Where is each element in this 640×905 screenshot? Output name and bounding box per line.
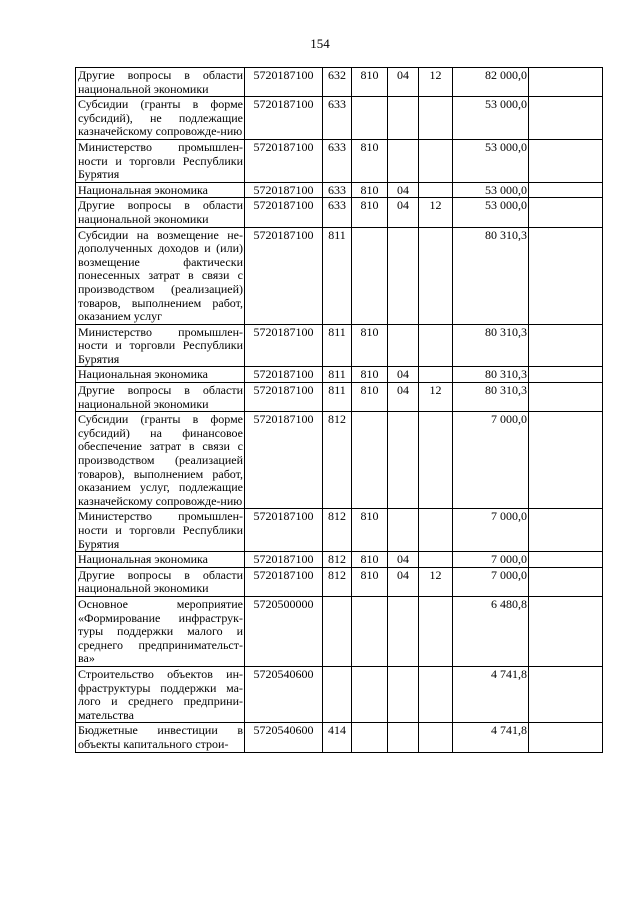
- row-target-article: 5720187100: [245, 412, 323, 509]
- row-ministry-code: [352, 666, 388, 722]
- row-target-article: 5720187100: [245, 68, 323, 97]
- table-row: [76, 68, 603, 97]
- row-extra: [529, 68, 603, 97]
- row-extra: [529, 596, 603, 666]
- row-name: Бюджетные инвестиции в объекты капитального строи-: [76, 723, 245, 752]
- row-ministry-code: 810: [352, 139, 388, 182]
- row-amount: 53 000,0: [453, 139, 529, 182]
- page-number: 154: [310, 36, 330, 51]
- table-row: [76, 139, 603, 182]
- row-expense-type: 812: [323, 412, 352, 509]
- row-amount: 53 000,0: [453, 97, 529, 140]
- row-section: 04: [388, 552, 419, 568]
- row-subsection: [419, 723, 453, 752]
- row-ministry-code: 810: [352, 509, 388, 552]
- row-ministry-code: 810: [352, 367, 388, 383]
- row-name: Национальная экономика: [76, 182, 245, 198]
- row-target-article: 5720500000: [245, 596, 323, 666]
- row-ministry-code: 810: [352, 383, 388, 412]
- row-ministry-code: 810: [352, 182, 388, 198]
- row-ministry-code: [352, 723, 388, 752]
- row-section: [388, 596, 419, 666]
- row-subsection: 12: [419, 383, 453, 412]
- row-expense-type: 633: [323, 182, 352, 198]
- row-extra: [529, 666, 603, 722]
- table-row: [76, 198, 603, 227]
- row-section: [388, 666, 419, 722]
- row-section: 04: [388, 367, 419, 383]
- row-amount: 82 000,0: [453, 68, 529, 97]
- row-ministry-code: [352, 596, 388, 666]
- table-row: [76, 509, 603, 552]
- row-section: [388, 227, 419, 324]
- row-amount: 7 000,0: [453, 412, 529, 509]
- row-subsection: [419, 182, 453, 198]
- row-section: 04: [388, 68, 419, 97]
- row-target-article: 5720187100: [245, 509, 323, 552]
- row-name: Другие вопросы в области национальной экономики: [76, 68, 245, 97]
- row-ministry-code: 810: [352, 324, 388, 367]
- row-expense-type: 812: [323, 567, 352, 596]
- row-expense-type: 811: [323, 227, 352, 324]
- row-amount: 4 741,8: [453, 666, 529, 722]
- table-row: [76, 227, 603, 324]
- row-name: Субсидии (гранты в форме субсидий), не подлежащие казначейскому сопровожде-нию: [76, 97, 245, 140]
- table-row: [76, 367, 603, 383]
- row-amount: 53 000,0: [453, 198, 529, 227]
- row-ministry-code: [352, 412, 388, 509]
- row-subsection: 12: [419, 198, 453, 227]
- row-target-article: 5720187100: [245, 97, 323, 140]
- row-extra: [529, 324, 603, 367]
- table-row: [76, 383, 603, 412]
- row-expense-type: 811: [323, 383, 352, 412]
- row-subsection: [419, 324, 453, 367]
- row-extra: [529, 552, 603, 568]
- row-amount: 7 000,0: [453, 552, 529, 568]
- row-name: Субсидии (гранты в форме субсидий) на финансовое обеспечение затрат в связи с производством (реализацией товаров), выполнением работ, оказанием услуг, подлежащие казначейскому сопровожде-нию: [76, 412, 245, 509]
- row-subsection: [419, 509, 453, 552]
- row-subsection: [419, 97, 453, 140]
- row-subsection: [419, 139, 453, 182]
- row-subsection: 12: [419, 68, 453, 97]
- row-amount: 4 741,8: [453, 723, 529, 752]
- row-extra: [529, 509, 603, 552]
- row-name: Субсидии на возмещение не-дополученных доходов и (или) возмещение фактически понесенных затрат в связи с производством (реализацией) товаров, выполнением работ, оказанием услуг: [76, 227, 245, 324]
- row-subsection: [419, 666, 453, 722]
- row-ministry-code: 810: [352, 567, 388, 596]
- table-row: [76, 552, 603, 568]
- table-row: [76, 567, 603, 596]
- row-section: [388, 139, 419, 182]
- table-row: [76, 412, 603, 509]
- row-target-article: 5720187100: [245, 227, 323, 324]
- row-name: Министерство промышлен-ности и торговли Республики Бурятия: [76, 324, 245, 367]
- row-amount: 80 310,3: [453, 324, 529, 367]
- row-name: Министерство промышлен-ности и торговли Республики Бурятия: [76, 509, 245, 552]
- row-ministry-code: [352, 227, 388, 324]
- table-row: [76, 723, 603, 752]
- row-section: 04: [388, 383, 419, 412]
- row-extra: [529, 227, 603, 324]
- table-row: [76, 324, 603, 367]
- row-subsection: [419, 367, 453, 383]
- row-extra: [529, 198, 603, 227]
- row-target-article: 5720540600: [245, 666, 323, 722]
- row-subsection: [419, 227, 453, 324]
- row-target-article: 5720187100: [245, 383, 323, 412]
- row-expense-type: 633: [323, 97, 352, 140]
- row-target-article: 5720187100: [245, 182, 323, 198]
- row-section: [388, 324, 419, 367]
- row-expense-type: [323, 596, 352, 666]
- row-extra: [529, 367, 603, 383]
- row-target-article: 5720187100: [245, 367, 323, 383]
- row-expense-type: 632: [323, 68, 352, 97]
- row-name: Другие вопросы в области национальной экономики: [76, 198, 245, 227]
- row-target-article: 5720540600: [245, 723, 323, 752]
- row-expense-type: 633: [323, 139, 352, 182]
- row-expense-type: 811: [323, 324, 352, 367]
- row-expense-type: [323, 666, 352, 722]
- row-target-article: 5720187100: [245, 567, 323, 596]
- row-expense-type: 812: [323, 509, 352, 552]
- row-expense-type: 811: [323, 367, 352, 383]
- row-section: [388, 97, 419, 140]
- row-section: 04: [388, 567, 419, 596]
- row-amount: 53 000,0: [453, 182, 529, 198]
- row-ministry-code: 810: [352, 198, 388, 227]
- row-extra: [529, 412, 603, 509]
- row-name: Основное мероприятие «Формирование инфраструк-туры поддержки малого и среднего предпринимательст-ва»: [76, 596, 245, 666]
- budget-table: [75, 67, 603, 753]
- row-name: Другие вопросы в области национальной экономики: [76, 383, 245, 412]
- row-ministry-code: 810: [352, 68, 388, 97]
- table-row: [76, 182, 603, 198]
- row-section: [388, 412, 419, 509]
- row-expense-type: 633: [323, 198, 352, 227]
- row-subsection: 12: [419, 567, 453, 596]
- row-amount: 7 000,0: [453, 567, 529, 596]
- row-subsection: [419, 552, 453, 568]
- row-subsection: [419, 596, 453, 666]
- table-row: [76, 666, 603, 722]
- row-target-article: 5720187100: [245, 324, 323, 367]
- row-subsection: [419, 412, 453, 509]
- row-name: Национальная экономика: [76, 367, 245, 383]
- row-section: 04: [388, 198, 419, 227]
- row-ministry-code: 810: [352, 552, 388, 568]
- row-section: [388, 723, 419, 752]
- row-expense-type: 414: [323, 723, 352, 752]
- row-extra: [529, 139, 603, 182]
- row-section: [388, 509, 419, 552]
- row-expense-type: 812: [323, 552, 352, 568]
- row-name: Министерство промышлен-ности и торговли Республики Бурятия: [76, 139, 245, 182]
- row-extra: [529, 567, 603, 596]
- row-amount: 80 310,3: [453, 367, 529, 383]
- row-target-article: 5720187100: [245, 139, 323, 182]
- row-ministry-code: [352, 97, 388, 140]
- table-row: [76, 97, 603, 140]
- row-amount: 80 310,3: [453, 383, 529, 412]
- row-extra: [529, 383, 603, 412]
- row-extra: [529, 723, 603, 752]
- row-target-article: 5720187100: [245, 198, 323, 227]
- row-amount: 6 480,8: [453, 596, 529, 666]
- row-extra: [529, 182, 603, 198]
- row-amount: 80 310,3: [453, 227, 529, 324]
- row-name: Другие вопросы в области национальной экономики: [76, 567, 245, 596]
- table-row: [76, 596, 603, 666]
- row-name: Строительство объектов ин-фраструктуры поддержки ма-лого и среднего предприни-мательства: [76, 666, 245, 722]
- row-name: Национальная экономика: [76, 552, 245, 568]
- row-extra: [529, 97, 603, 140]
- row-amount: 7 000,0: [453, 509, 529, 552]
- row-section: 04: [388, 182, 419, 198]
- row-target-article: 5720187100: [245, 552, 323, 568]
